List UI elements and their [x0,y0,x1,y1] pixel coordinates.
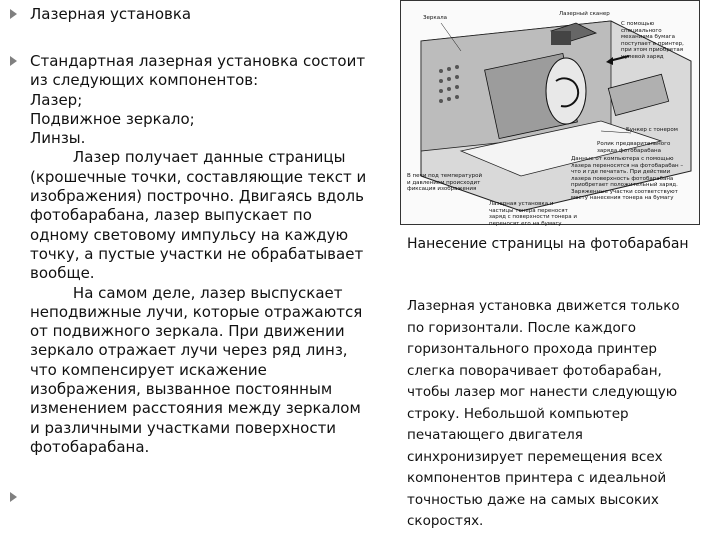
laser-printer-figure [400,0,700,225]
label-mirror: Зеркала [423,15,447,21]
main-line: что компенсирует искажение [30,360,267,379]
side-line: скоростях. [407,513,484,529]
main-line: от подвижного зеркала. При движении [30,322,345,341]
main-line: На самом деле, лазер выспускает [30,283,343,302]
label-drum-note: Данные от компьютера с помощью лазера переносятся на фотобарабан – что и где печатать. При действии лазера поверхность фотобарабана приобретает положительный заряд. Заряженные участки соответствуют месту нанесения тонера на бумагу [571,156,684,201]
main-line: фотобарабана. [30,437,150,456]
side-line: компонентов принтера с идеальной [407,470,667,486]
main-line: из следующих компонентов: [30,71,259,90]
side-line: Лазерная установка движется только [407,298,680,314]
bullet-title-icon [10,9,17,19]
label-fuser-note: В печи под температурой и давлением происходит фиксация изображения [407,173,483,192]
side-line: чтобы лазер мог нанести следующую [407,384,678,400]
main-line: и различными участками поверхности [30,418,337,437]
side-line: по горизонтали. После каждого [407,319,637,336]
label-sheet-note: С помощью специального механизма бумага поступает в принтер, при этом приобретая нулевой заряд [621,21,684,60]
slide-title: Лазерная установка [30,5,192,23]
main-line: Лазер; [30,90,83,109]
main-line: (крошечные точки, составляющие текст и [30,167,367,186]
main-text [30,52,390,457]
main-line: Лазер получает данные страницы [30,148,346,167]
side-line: точностью даже на самых высоких [407,491,659,508]
main-line: вообще. [30,264,95,283]
main-line: изображения, вызванное постоянным [30,380,333,399]
label-transfer-note: Лазерная установка и частицы тонера переносят заряд с поверхности тонера и переносят его на бумагу [489,201,577,227]
bullet-empty-icon [10,492,17,502]
main-line: Подвижное зеркало; [30,109,195,128]
main-line: изменением расстояния между зеркалом [30,399,361,418]
side-line: слегка поворачивает фотобарабан, [407,362,662,379]
side-line: печатающего двигателя [407,427,583,443]
main-line: Линзы. [30,129,86,148]
side-line: синхронизирует перемещения всех [407,448,663,465]
label-focus-lens: Бункер с тонером [626,127,678,133]
main-line: одному световому импульсу на каждую [30,225,349,244]
bullet-body-icon [10,56,17,66]
side-line: горизонтального прохода принтер [407,341,657,357]
side-line: строку. Небольшой компьютер [407,405,629,422]
main-line: Стандартная лазерная установка состоит [30,52,366,70]
main-line: изображения) построчно. Двигаясь вдоль [30,187,364,206]
side-text [407,296,707,533]
label-roller: Ролик предварительного заряда фотобарабана [597,141,671,154]
main-line: фотобарабана, лазер выпускает по [30,206,312,225]
main-line: зеркало отражает лучи через ряд линз, [30,341,348,360]
main-line: точку, а пустые участки не обрабатывает [30,244,364,263]
label-laser-scanner: Лазерный сканер [559,11,610,17]
main-line: неподвижные лучи, которые отражаются [30,302,363,321]
figure-caption: Нанесение страницы на фотобарабан [407,236,689,252]
